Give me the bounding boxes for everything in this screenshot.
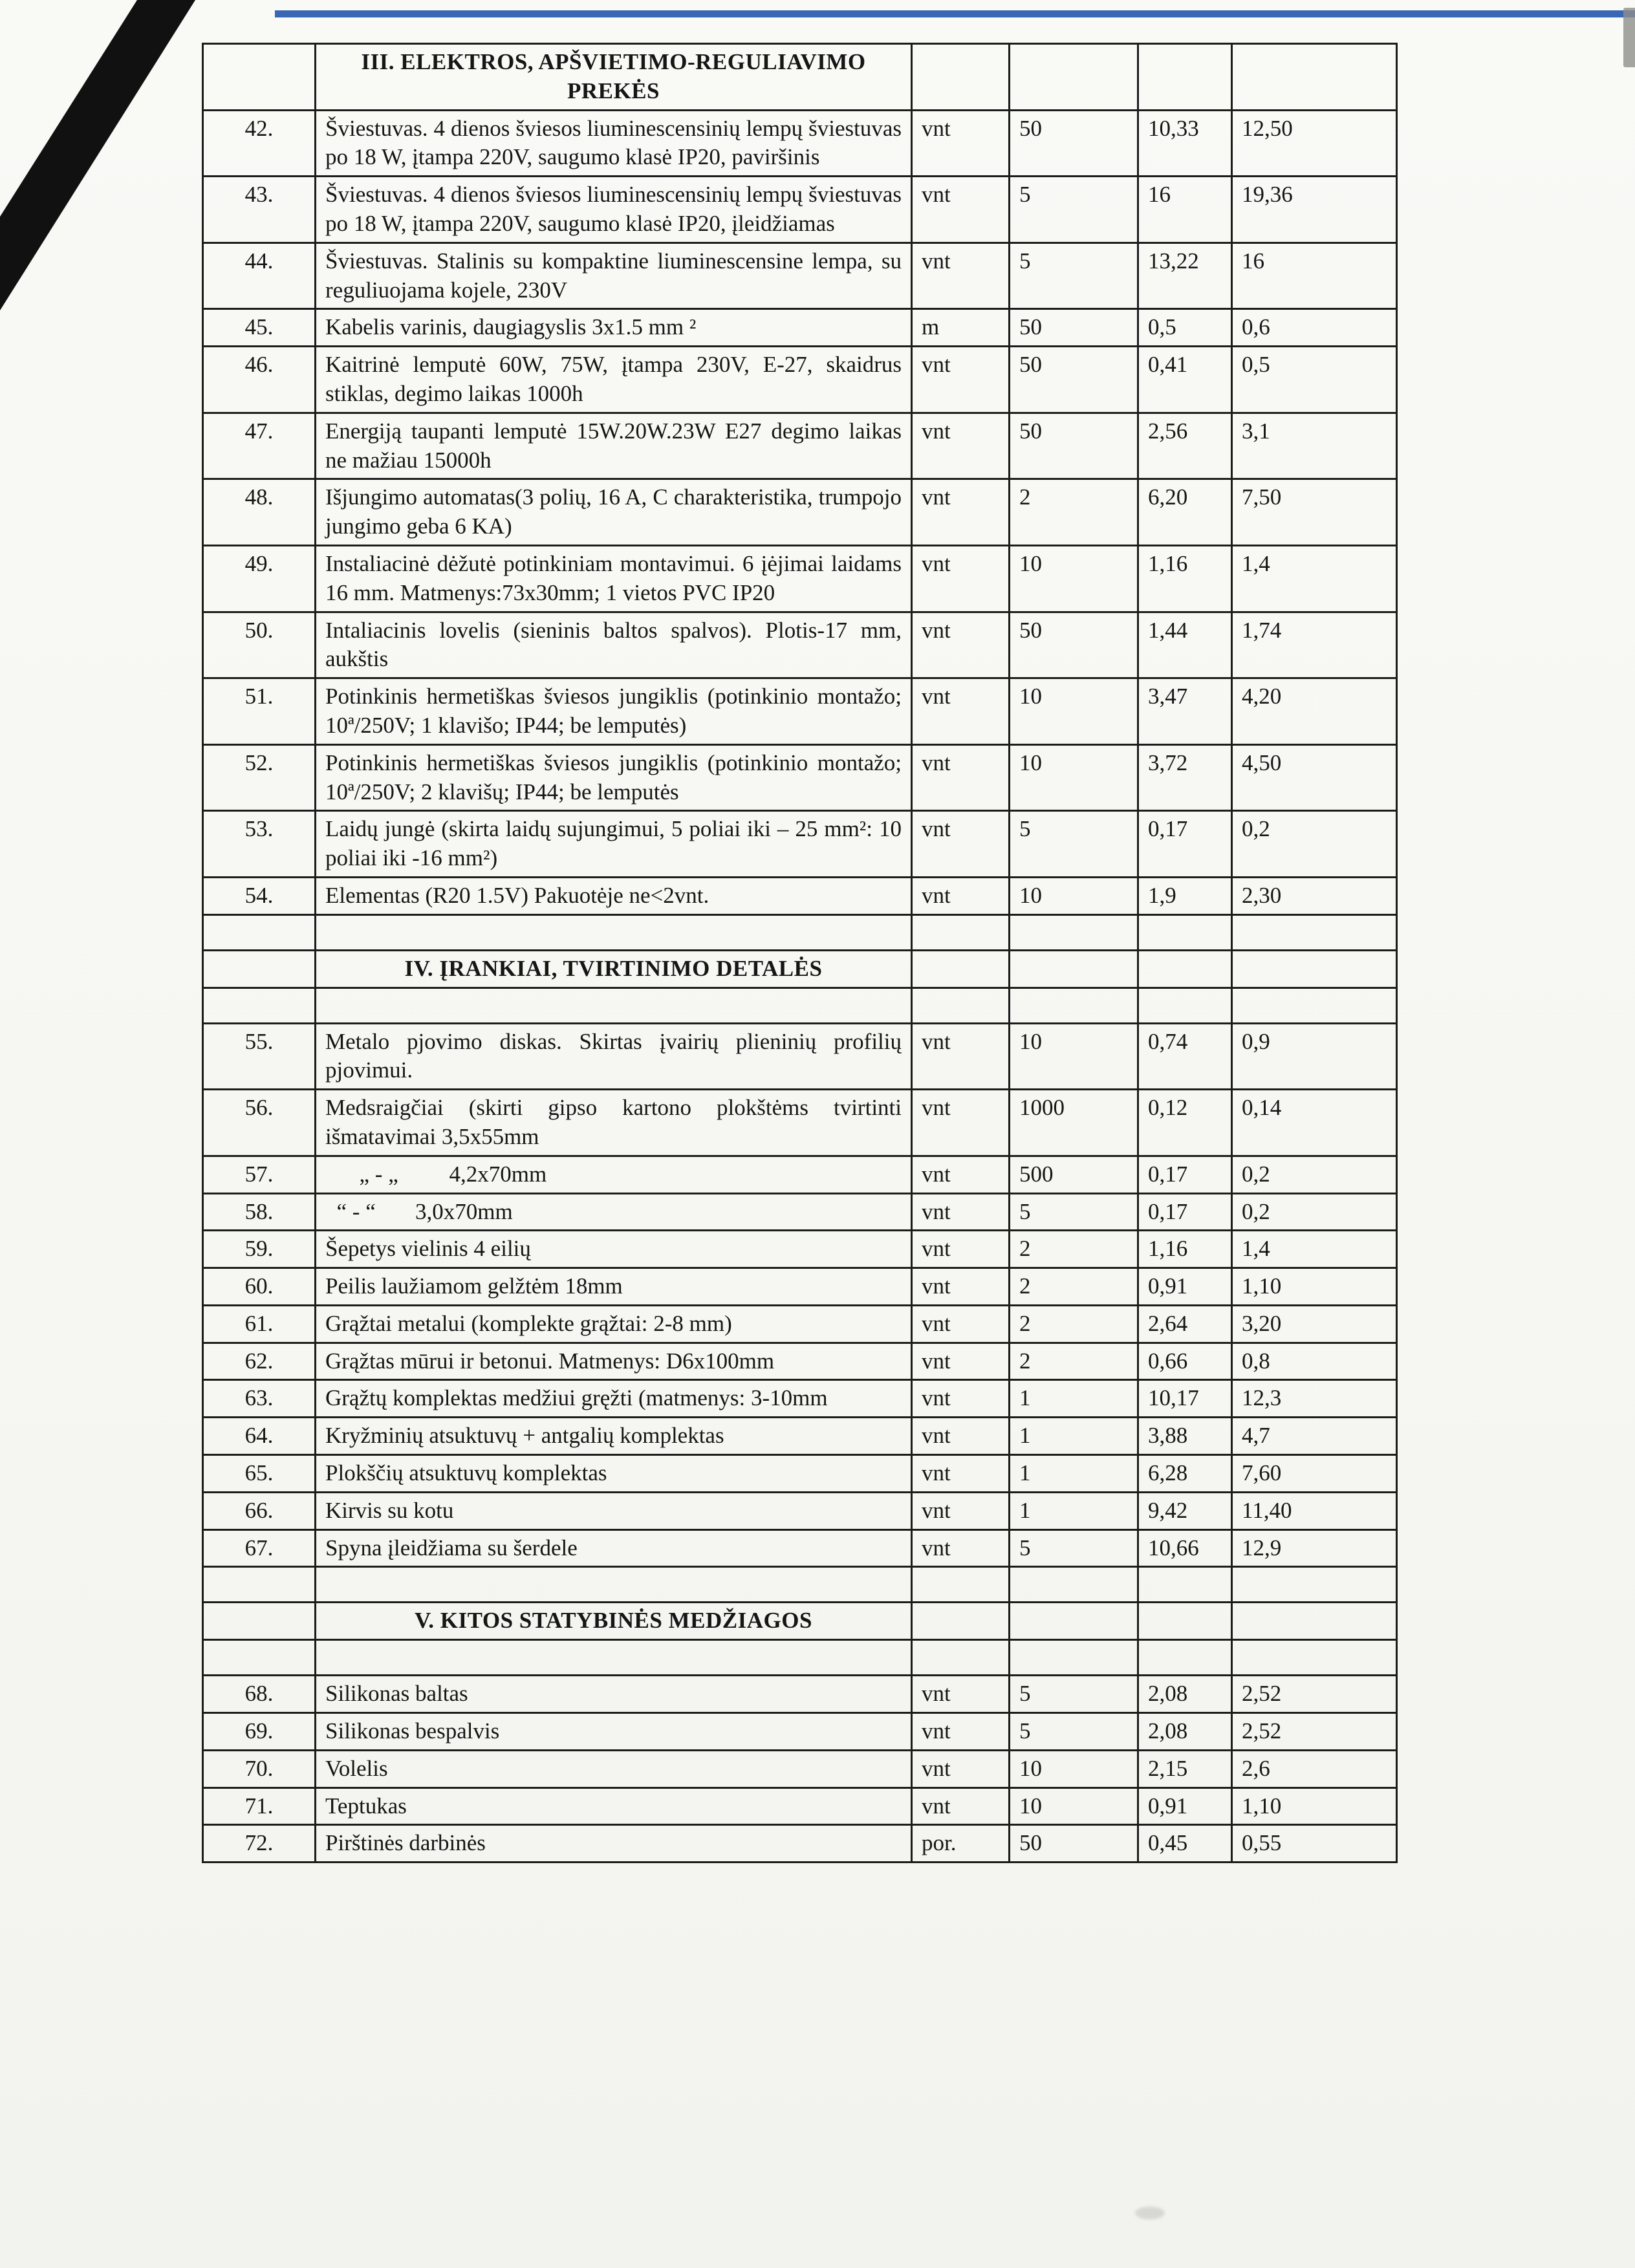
spacer-cell [1010, 988, 1138, 1023]
item-number: 45. [203, 309, 316, 347]
item-price-1: 1,16 [1138, 1231, 1232, 1268]
item-description: Grąžtai metalui (komplekte grąžtai: 2-8 mm) [316, 1305, 912, 1343]
item-price-2: 4,7 [1232, 1418, 1397, 1455]
item-number: 44. [203, 243, 316, 309]
item-unit: vnt [912, 545, 1010, 612]
empty-cell [1232, 1603, 1397, 1640]
item-price-1: 0,12 [1138, 1090, 1232, 1156]
item-quantity: 50 [1010, 110, 1138, 177]
item-quantity: 10 [1010, 877, 1138, 914]
item-price-2: 1,4 [1232, 1231, 1397, 1268]
spacer-cell [203, 988, 316, 1023]
item-price-2: 7,60 [1232, 1455, 1397, 1493]
item-quantity: 5 [1010, 1193, 1138, 1231]
table-row [203, 1343, 1397, 1380]
table-row [203, 1529, 1397, 1567]
item-unit: vnt [912, 1343, 1010, 1380]
item-description: Šviestuvas. Stalinis su kompaktine liuminescensine lempa, su reguliuojama kojele, 230V [316, 243, 912, 309]
item-quantity: 50 [1010, 612, 1138, 678]
item-price-2: 11,40 [1232, 1492, 1397, 1529]
item-quantity: 5 [1010, 177, 1138, 243]
item-description: Grąžtų komplektas medžiui gręžti (matmenys: 3-10mm [316, 1380, 912, 1418]
item-unit: vnt [912, 347, 1010, 413]
item-price-1: 10,33 [1138, 110, 1232, 177]
item-price-1: 6,28 [1138, 1455, 1232, 1493]
item-unit: vnt [912, 1268, 1010, 1306]
item-price-2: 12,50 [1232, 110, 1397, 177]
item-unit: vnt [912, 1305, 1010, 1343]
item-price-2: 0,55 [1232, 1825, 1397, 1863]
item-number: 46. [203, 347, 316, 413]
item-price-2: 2,52 [1232, 1676, 1397, 1713]
item-price-2: 12,9 [1232, 1529, 1397, 1567]
table-row [203, 1825, 1397, 1863]
item-quantity: 500 [1010, 1156, 1138, 1193]
item-number: 59. [203, 1231, 316, 1268]
table-row [203, 1268, 1397, 1306]
item-description: Spyna įleidžiama su šerdele [316, 1529, 912, 1567]
table-row [203, 1750, 1397, 1787]
item-price-2: 2,30 [1232, 877, 1397, 914]
item-quantity: 1 [1010, 1455, 1138, 1493]
spacer-cell [1232, 1567, 1397, 1603]
item-description: „ - „ 4,2x70mm [316, 1156, 912, 1193]
empty-cell [1010, 44, 1138, 111]
item-unit: vnt [912, 811, 1010, 878]
spacer-cell [1232, 914, 1397, 950]
item-quantity: 10 [1010, 1750, 1138, 1787]
item-description: Išjungimo automatas(3 polių, 16 A, C charakteristika, trumpojo jungimo geba 6 KA) [316, 479, 912, 546]
table-row [203, 347, 1397, 413]
spacer-row [203, 988, 1397, 1023]
table-row [203, 1193, 1397, 1231]
table-row [203, 1380, 1397, 1418]
item-description: Šviestuvas. 4 dienos šviesos liuminescensinių lempų šviestuvas po 18 W, įtampa 220V, saugumo klasė IP20, įleidžiamas [316, 177, 912, 243]
spacer-cell [203, 1640, 316, 1676]
item-description: “ - “ 3,0x70mm [316, 1193, 912, 1231]
item-price-1: 0,45 [1138, 1825, 1232, 1863]
item-quantity: 2 [1010, 1268, 1138, 1306]
spacer-cell [1138, 914, 1232, 950]
table-row [203, 479, 1397, 546]
item-unit: vnt [912, 243, 1010, 309]
table-row [203, 177, 1397, 243]
empty-cell [1138, 44, 1232, 111]
item-quantity: 10 [1010, 744, 1138, 811]
item-price-2: 0,5 [1232, 347, 1397, 413]
item-number: 50. [203, 612, 316, 678]
item-price-1: 1,9 [1138, 877, 1232, 914]
item-price-1: 10,17 [1138, 1380, 1232, 1418]
item-unit: vnt [912, 1529, 1010, 1567]
section-title-row [203, 950, 1397, 988]
item-price-1: 0,91 [1138, 1787, 1232, 1825]
empty-cell [912, 44, 1010, 111]
item-description: Laidų jungė (skirta laidų sujungimui, 5 poliai iki – 25 mm²: 10 poliai iki -16 mm²) [316, 811, 912, 878]
item-price-2: 3,20 [1232, 1305, 1397, 1343]
item-number: 66. [203, 1492, 316, 1529]
item-unit: vnt [912, 1787, 1010, 1825]
spacer-cell [912, 1567, 1010, 1603]
item-price-2: 0,6 [1232, 309, 1397, 347]
scan-smudge [1135, 2207, 1165, 2219]
item-price-1: 2,08 [1138, 1676, 1232, 1713]
item-quantity: 5 [1010, 243, 1138, 309]
item-price-1: 3,88 [1138, 1418, 1232, 1455]
item-description: Kaitrinė lemputė 60W, 75W, įtampa 230V, E-27, skaidrus stiklas, degimo laikas 1000h [316, 347, 912, 413]
item-price-2: 0,2 [1232, 1156, 1397, 1193]
item-unit: vnt [912, 1023, 1010, 1090]
spacer-cell [203, 1567, 316, 1603]
table-row [203, 413, 1397, 479]
item-price-1: 0,17 [1138, 1193, 1232, 1231]
item-price-2: 1,10 [1232, 1787, 1397, 1825]
empty-cell [912, 1603, 1010, 1640]
item-description: Elementas (R20 1.5V) Pakuotėje ne<2vnt. [316, 877, 912, 914]
materials-price-table [202, 43, 1398, 1863]
empty-cell [203, 44, 316, 111]
item-description: Kryžminių atsuktuvų + antgalių komplektas [316, 1418, 912, 1455]
item-unit: vnt [912, 413, 1010, 479]
table-row [203, 612, 1397, 678]
item-description: Volelis [316, 1750, 912, 1787]
item-price-1: 6,20 [1138, 479, 1232, 546]
item-number: 51. [203, 678, 316, 745]
item-quantity: 1 [1010, 1418, 1138, 1455]
item-price-1: 9,42 [1138, 1492, 1232, 1529]
item-number: 54. [203, 877, 316, 914]
section-title-row [203, 1603, 1397, 1640]
item-price-1: 16 [1138, 177, 1232, 243]
item-description: Kabelis varinis, daugiagyslis 3x1.5 mm ² [316, 309, 912, 347]
item-quantity: 2 [1010, 1343, 1138, 1380]
spacer-cell [912, 1640, 1010, 1676]
item-number: 63. [203, 1380, 316, 1418]
item-number: 68. [203, 1676, 316, 1713]
item-description: Šepetys vielinis 4 eilių [316, 1231, 912, 1268]
materials-table-wrapper [202, 43, 1396, 1863]
item-number: 65. [203, 1455, 316, 1493]
item-number: 72. [203, 1825, 316, 1863]
item-number: 60. [203, 1268, 316, 1306]
item-quantity: 5 [1010, 1676, 1138, 1713]
item-description: Medsraigčiai (skirti gipso kartono plokštėms tvirtinti išmatavimai 3,5x55mm [316, 1090, 912, 1156]
item-number: 57. [203, 1156, 316, 1193]
spacer-cell [1138, 1567, 1232, 1603]
table-row [203, 545, 1397, 612]
item-unit: vnt [912, 1231, 1010, 1268]
spacer-cell [203, 914, 316, 950]
table-row [203, 1305, 1397, 1343]
item-quantity: 10 [1010, 1787, 1138, 1825]
item-description: Šviestuvas. 4 dienos šviesos liuminescensinių lempų šviestuvas po 18 W, įtampa 220V, saugumo klasė IP20, paviršinis [316, 110, 912, 177]
section-title: IV. ĮRANKIAI, TVIRTINIMO DETALĖS [316, 950, 912, 988]
item-price-1: 0,41 [1138, 347, 1232, 413]
item-description: Energiją taupanti lemputė 15W.20W.23W E27 degimo laikas ne mažiau 15000h [316, 413, 912, 479]
spacer-row [203, 1640, 1397, 1676]
section-title-row [203, 44, 1397, 111]
item-quantity: 2 [1010, 1305, 1138, 1343]
empty-cell [1232, 44, 1397, 111]
table-row [203, 1231, 1397, 1268]
item-unit: vnt [912, 1492, 1010, 1529]
spacer-cell [912, 914, 1010, 950]
item-number: 67. [203, 1529, 316, 1567]
empty-cell [1138, 950, 1232, 988]
item-description: Peilis laužiamom gelžtėm 18mm [316, 1268, 912, 1306]
item-quantity: 10 [1010, 545, 1138, 612]
item-price-1: 2,15 [1138, 1750, 1232, 1787]
spacer-cell [912, 988, 1010, 1023]
item-price-1: 13,22 [1138, 243, 1232, 309]
item-quantity: 2 [1010, 479, 1138, 546]
item-price-1: 1,44 [1138, 612, 1232, 678]
spacer-row [203, 1567, 1397, 1603]
item-number: 56. [203, 1090, 316, 1156]
empty-cell [203, 1603, 316, 1640]
item-price-2: 4,20 [1232, 678, 1397, 745]
item-number: 53. [203, 811, 316, 878]
item-price-2: 0,9 [1232, 1023, 1397, 1090]
item-price-2: 7,50 [1232, 479, 1397, 546]
item-price-1: 10,66 [1138, 1529, 1232, 1567]
item-unit: vnt [912, 744, 1010, 811]
item-number: 48. [203, 479, 316, 546]
item-quantity: 2 [1010, 1231, 1138, 1268]
item-unit: vnt [912, 1455, 1010, 1493]
spacer-cell [1010, 914, 1138, 950]
table-row [203, 1023, 1397, 1090]
table-row [203, 110, 1397, 177]
item-quantity: 5 [1010, 811, 1138, 878]
table-body [203, 44, 1397, 1863]
item-number: 61. [203, 1305, 316, 1343]
item-unit: m [912, 309, 1010, 347]
item-unit: vnt [912, 1090, 1010, 1156]
table-row [203, 1492, 1397, 1529]
item-number: 47. [203, 413, 316, 479]
item-quantity: 10 [1010, 678, 1138, 745]
item-unit: vnt [912, 1713, 1010, 1751]
item-price-2: 0,14 [1232, 1090, 1397, 1156]
item-price-1: 0,74 [1138, 1023, 1232, 1090]
item-unit: vnt [912, 1418, 1010, 1455]
item-unit: vnt [912, 1156, 1010, 1193]
scan-edge-artifact [1623, 8, 1635, 67]
item-description: Pirštinės darbinės [316, 1825, 912, 1863]
item-price-2: 0,2 [1232, 1193, 1397, 1231]
item-quantity: 1000 [1010, 1090, 1138, 1156]
item-price-1: 2,08 [1138, 1713, 1232, 1751]
item-price-1: 0,17 [1138, 811, 1232, 878]
item-price-2: 12,3 [1232, 1380, 1397, 1418]
item-price-1: 0,5 [1138, 309, 1232, 347]
item-description: Potinkinis hermetiškas šviesos jungiklis (potinkinio montažo; 10ª/250V; 2 klavišų; IP44; be lemputės [316, 744, 912, 811]
item-number: 42. [203, 110, 316, 177]
item-price-1: 3,72 [1138, 744, 1232, 811]
item-price-2: 1,74 [1232, 612, 1397, 678]
item-description: Silikonas bespalvis [316, 1713, 912, 1751]
item-price-1: 3,47 [1138, 678, 1232, 745]
empty-cell [203, 950, 316, 988]
item-price-2: 1,10 [1232, 1268, 1397, 1306]
spacer-cell [1010, 1640, 1138, 1676]
item-quantity: 1 [1010, 1492, 1138, 1529]
empty-cell [1232, 950, 1397, 988]
table-row [203, 243, 1397, 309]
item-price-2: 4,50 [1232, 744, 1397, 811]
item-number: 62. [203, 1343, 316, 1380]
item-quantity: 10 [1010, 1023, 1138, 1090]
spacer-cell [316, 1640, 912, 1676]
item-number: 49. [203, 545, 316, 612]
item-description: Intaliacinis lovelis (sieninis baltos spalvos). Plotis-17 mm, aukštis [316, 612, 912, 678]
item-price-2: 2,52 [1232, 1713, 1397, 1751]
item-description: Potinkinis hermetiškas šviesos jungiklis (potinkinio montažo; 10ª/250V; 1 klavišo; IP44; be lemputės) [316, 678, 912, 745]
item-price-1: 1,16 [1138, 545, 1232, 612]
item-description: Grąžtas mūrui ir betonui. Matmenys: D6x100mm [316, 1343, 912, 1380]
section-title: V. KITOS STATYBINĖS MEDŽIAGOS [316, 1603, 912, 1640]
item-unit: vnt [912, 479, 1010, 546]
item-quantity: 5 [1010, 1529, 1138, 1567]
empty-cell [1010, 950, 1138, 988]
item-unit: vnt [912, 877, 1010, 914]
item-price-2: 0,2 [1232, 811, 1397, 878]
item-description: Metalo pjovimo diskas. Skirtas įvairių plieninių profilių pjovimui. [316, 1023, 912, 1090]
item-number: 71. [203, 1787, 316, 1825]
spacer-cell [1232, 1640, 1397, 1676]
item-unit: vnt [912, 1193, 1010, 1231]
item-unit: por. [912, 1825, 1010, 1863]
item-quantity: 50 [1010, 413, 1138, 479]
table-row [203, 1455, 1397, 1493]
item-price-2: 2,6 [1232, 1750, 1397, 1787]
item-unit: vnt [912, 177, 1010, 243]
table-row [203, 1090, 1397, 1156]
item-number: 69. [203, 1713, 316, 1751]
item-unit: vnt [912, 110, 1010, 177]
item-number: 43. [203, 177, 316, 243]
item-description: Kirvis su kotu [316, 1492, 912, 1529]
table-row [203, 1418, 1397, 1455]
item-description: Silikonas baltas [316, 1676, 912, 1713]
spacer-cell [316, 1567, 912, 1603]
item-price-1: 0,17 [1138, 1156, 1232, 1193]
item-description: Instaliacinė dėžutė potinkiniam montavimui. 6 įėjimai laidams 16 mm. Matmenys:73x30mm; 1 vietos PVC IP20 [316, 545, 912, 612]
item-unit: vnt [912, 678, 1010, 745]
spacer-cell [1138, 1640, 1232, 1676]
item-price-2: 1,4 [1232, 545, 1397, 612]
item-price-2: 3,1 [1232, 413, 1397, 479]
item-price-1: 0,66 [1138, 1343, 1232, 1380]
item-unit: vnt [912, 1676, 1010, 1713]
item-quantity: 50 [1010, 1825, 1138, 1863]
table-row [203, 1713, 1397, 1751]
item-price-2: 0,8 [1232, 1343, 1397, 1380]
scan-blue-edge-line [275, 10, 1635, 17]
table-row [203, 1787, 1397, 1825]
item-description: Plokščių atsuktuvų komplektas [316, 1455, 912, 1493]
item-unit: vnt [912, 1380, 1010, 1418]
item-unit: vnt [912, 612, 1010, 678]
section-title: III. ELEKTROS, APŠVIETIMO-REGULIAVIMO PREKĖS [316, 44, 912, 111]
item-price-1: 2,64 [1138, 1305, 1232, 1343]
item-quantity: 5 [1010, 1713, 1138, 1751]
spacer-cell [1010, 1567, 1138, 1603]
item-quantity: 50 [1010, 347, 1138, 413]
scan-corner-fold [0, 0, 207, 336]
item-quantity: 1 [1010, 1380, 1138, 1418]
spacer-cell [316, 914, 912, 950]
item-number: 70. [203, 1750, 316, 1787]
item-price-1: 2,56 [1138, 413, 1232, 479]
table-row [203, 1676, 1397, 1713]
spacer-cell [316, 988, 912, 1023]
item-number: 52. [203, 744, 316, 811]
item-description: Teptukas [316, 1787, 912, 1825]
table-row [203, 678, 1397, 745]
table-row [203, 744, 1397, 811]
item-number: 64. [203, 1418, 316, 1455]
table-row [203, 877, 1397, 914]
empty-cell [1138, 1603, 1232, 1640]
spacer-cell [1138, 988, 1232, 1023]
table-row [203, 309, 1397, 347]
item-quantity: 50 [1010, 309, 1138, 347]
empty-cell [912, 950, 1010, 988]
spacer-row [203, 914, 1397, 950]
item-price-2: 16 [1232, 243, 1397, 309]
item-price-2: 19,36 [1232, 177, 1397, 243]
item-number: 58. [203, 1193, 316, 1231]
spacer-cell [1232, 988, 1397, 1023]
item-unit: vnt [912, 1750, 1010, 1787]
table-row [203, 811, 1397, 878]
item-number: 55. [203, 1023, 316, 1090]
table-row [203, 1156, 1397, 1193]
empty-cell [1010, 1603, 1138, 1640]
item-price-1: 0,91 [1138, 1268, 1232, 1306]
